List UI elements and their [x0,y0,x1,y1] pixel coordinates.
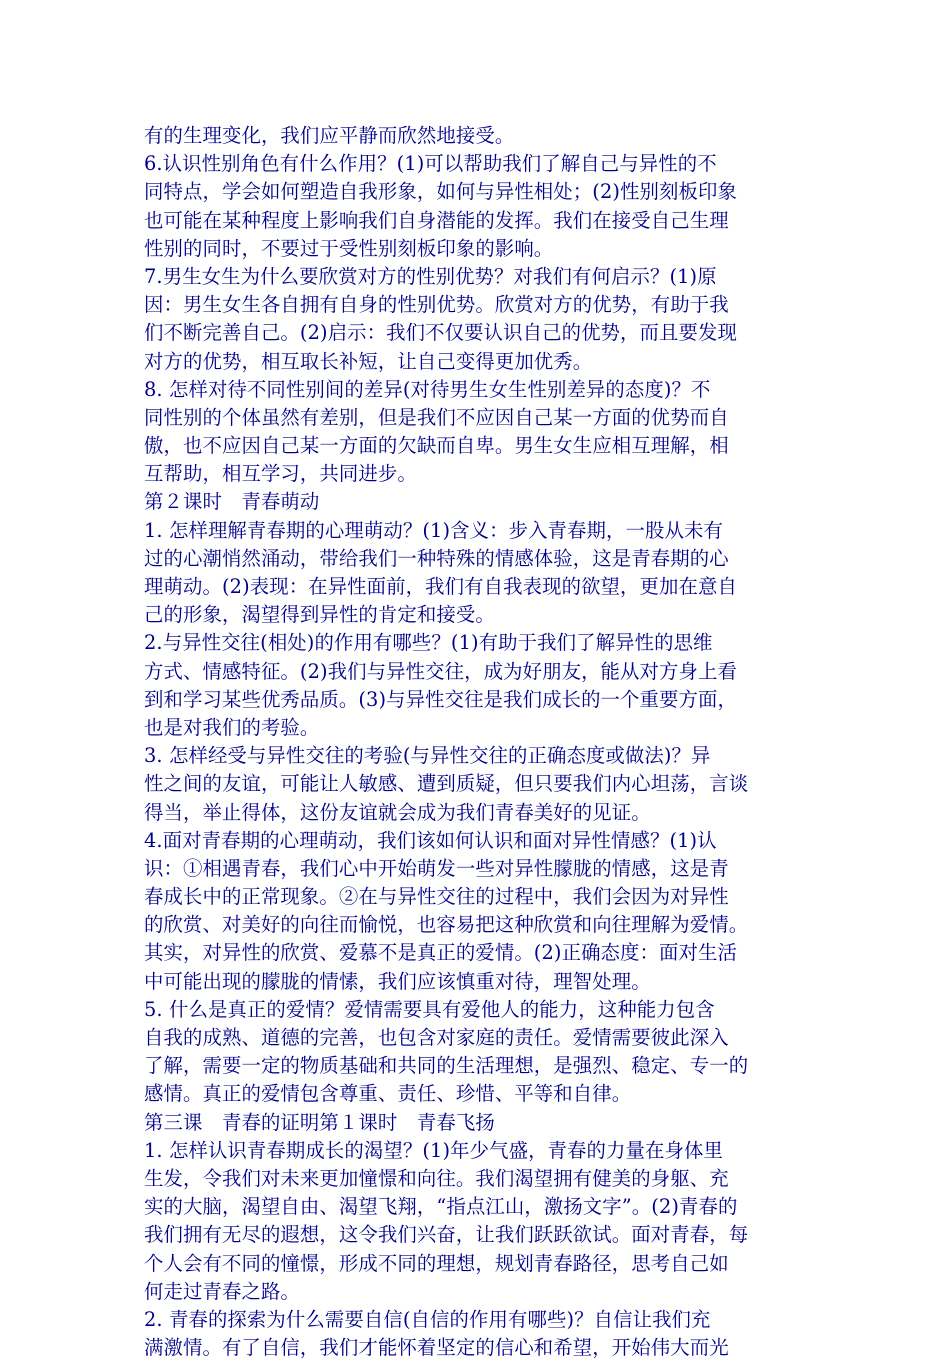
text-line: 感情。真正的爱情包含尊重、责任、珍惜、平等和自律。 [144,1082,632,1106]
text-line: 2. 青春的探索为什么需要自信(自信的作用有哪些)？自信让我们充 [144,1307,711,1331]
text-line: 的欣赏、对美好的向往而愉悦，也容易把这种欣赏和向往理解为爱情。 [144,913,749,937]
document-text [144,122,816,1362]
text-line: 性别的同时，不要过于受性别刻板印象的影响。 [144,236,554,260]
text-line: 因：男生女生各自拥有自身的性别优势。欣赏对方的优势，有助于我 [144,293,729,317]
text-line: 4.面对青春期的心理萌动，我们该如何认识和面对异性情感？(1)认 [144,828,717,852]
text-line: 实的大脑，渴望自由、渴望飞翔，“指点江山，激扬文字”。(2)青春的 [144,1195,738,1219]
text-line: 同性别的个体虽然有差别，但是我们不应因自己某一方面的优势而自 [144,405,729,429]
text-line: 6.认识性别角色有什么作用？(1)可以帮助我们了解自己与异性的不 [144,152,717,176]
text-line: 何走过青春之路。 [144,1279,300,1303]
text-line: 到和学习某些优秀品质。(3)与异性交往是我们成长的一个重要方面， [144,687,737,711]
text-line: 同特点，学会如何塑造自我形象，如何与异性相处；(2)性别刻板印象 [144,180,737,204]
text-line: 1. 怎样认识青春期成长的渴望？(1)年少气盛，青春的力量在身体里 [144,1138,723,1162]
text-line: 方式、情感特征。(2)我们与异性交往，成为好朋友，能从对方身上看 [144,659,737,683]
text-line: 了解，需要一定的物质基础和共同的生活理想，是强烈、稳定、专一的 [144,1054,749,1078]
text-line: 我们拥有无尽的遐想，这令我们兴奋，让我们跃跃欲试。面对青春，每 [144,1223,749,1247]
text-line: 得当，举止得体，这份友谊就会成为我们青春美好的见证。 [144,800,651,824]
text-line: 也是对我们的考验。 [144,715,320,739]
text-line: 8. 怎样对待不同性别间的差异(对待男生女生性别差异的态度)？不 [144,377,711,401]
text-line: 自我的成熟、道德的完善，也包含对家庭的责任。爱情需要彼此深入 [144,1026,729,1049]
text-line: 识：①相遇青春，我们心中开始萌发一些对异性朦胧的情感，这是青 [144,856,729,880]
text-line: 1. 怎样理解青春期的心理萌动？(1)含义：步入青春期，一股从未有 [144,518,723,542]
text-line: 2.与异性交往(相处)的作用有哪些？(1)有助于我们了解异性的思维 [144,631,713,655]
section-heading: 第２课时 青春萌动 [144,490,320,514]
text-line: 过的心潮悄然涌动，带给我们一种特殊的情感体验，这是青春期的心 [144,546,729,570]
text-line: 傲，也不应因自己某一方面的欠缺而自卑。男生女生应相互理解，相 [144,434,729,458]
text-line: 5. 什么是真正的爱情？爱情需要具有爱他人的能力，这种能力包含 [144,997,715,1021]
text-line: 也可能在某种程度上影响我们自身潜能的发挥。我们在接受自己生理 [144,208,729,232]
text-line: 生发，令我们对未来更加憧憬和向往。我们渴望拥有健美的身躯、充 [144,1166,729,1190]
text-line: 其实，对异性的欣赏、爱慕不是真正的爱情。(2)正确态度：面对生活 [144,941,737,965]
text-line: 满激情。有了自信，我们才能怀着坚定的信心和希望，开始伟大而光 [144,1336,729,1360]
text-line: 性之间的友谊，可能让人敏感、遭到质疑，但只要我们内心坦荡，言谈 [144,772,749,796]
text-line: 互帮助，相互学习，共同进步。 [144,462,417,486]
text-line: 3. 怎样经受与异性交往的考验(与异性交往的正确态度或做法)？异 [144,744,711,768]
text-line: 个人会有不同的憧憬，形成不同的理想，规划青春路径，思考自己如 [144,1251,729,1275]
text-line: 理萌动。(2)表现：在异性面前，我们有自我表现的欲望，更加在意自 [144,575,737,598]
text-line: 们不断完善自己。(2)启示：我们不仅要认识自己的优势，而且要发现 [144,321,737,345]
text-line: 春成长中的正常现象。②在与异性交往的过程中，我们会因为对异性 [144,885,729,909]
text-line: 7.男生女生为什么要欣赏对方的性别优势？对我们有何启示？(1)原 [144,264,717,288]
text-line: 对方的优势，相互取长补短，让自己变得更加优秀。 [144,349,593,373]
section-heading: 第三课 青春的证明第１课时 青春飞扬 [144,1110,495,1134]
text-line: 己的形象，渴望得到异性的肯定和接受。 [144,603,495,627]
text-line: 中可能出现的朦胧的情愫，我们应该慎重对待，理智处理。 [144,969,651,993]
text-line: 有的生理变化，我们应平静而欣然地接受。 [144,124,515,147]
